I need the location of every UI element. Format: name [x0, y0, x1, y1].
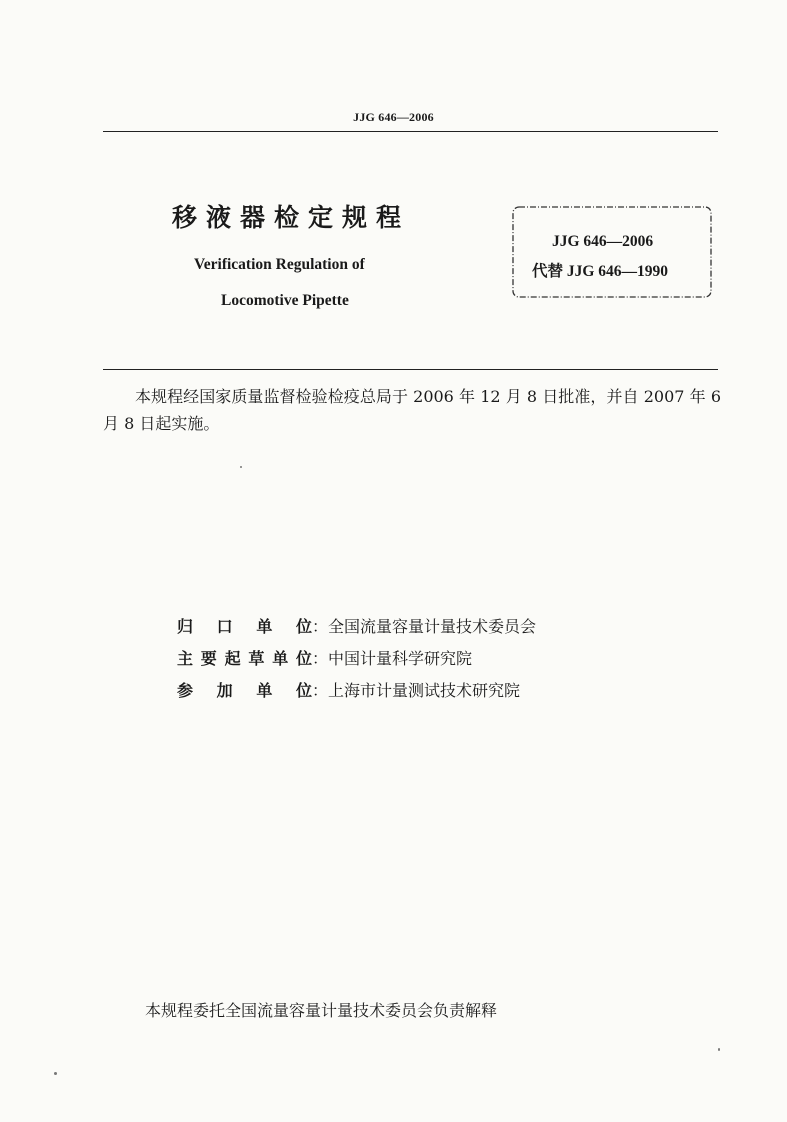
- label-char: 位: [295, 616, 312, 636]
- scan-speck: [718, 1048, 720, 1051]
- replaces-code: 代替 JJG 646—1990: [532, 263, 669, 280]
- label-char: 单: [256, 680, 273, 700]
- unit-row-drafting: [177, 641, 536, 673]
- scan-speck: [54, 1072, 57, 1075]
- unit-row-responsible: [177, 609, 536, 641]
- label-char: 位: [295, 680, 312, 700]
- document-title-chinese: 移液器检定规程: [172, 203, 411, 232]
- decorative-border: [510, 204, 714, 300]
- label-char: 加: [216, 680, 233, 700]
- standard-code: JJG 646—2006: [552, 233, 654, 250]
- label-char: 口: [216, 616, 233, 636]
- unit-label: [177, 614, 312, 637]
- header-document-code: JJG 646—2006: [353, 110, 434, 124]
- scan-speck: [240, 466, 242, 468]
- approval-statement: 本规程经国家质量监督检验检疫总局于 2006 年 12 月 8 日批准，并自 2007 年 6 月 8 日起实施。: [103, 387, 721, 433]
- document-title-english-line2: Locomotive Pipette: [221, 292, 349, 309]
- responsible-units: [177, 609, 536, 705]
- document-title-english-line1: Verification Regulation of: [194, 256, 365, 273]
- label-char: 单: [272, 648, 289, 668]
- interpretation-note: 本规程委托全国流量容量计量技术委员会负责解释: [145, 1001, 498, 1020]
- label-colon: ：: [312, 616, 329, 636]
- unit-value: 上海市计量测试技术研究院: [328, 680, 521, 700]
- label-char: 位: [295, 648, 312, 668]
- label-char: 要: [200, 648, 217, 668]
- label-char: 起: [224, 648, 241, 668]
- label-char: 参: [177, 680, 194, 700]
- unit-label: [177, 646, 312, 669]
- label-colon: ：: [312, 648, 329, 668]
- label-char: 主: [177, 648, 194, 668]
- header-divider: [103, 131, 718, 132]
- label-char: 草: [248, 648, 265, 668]
- label-char: 单: [256, 616, 273, 636]
- unit-row-participating: [177, 673, 536, 705]
- unit-value: 中国计量科学研究院: [328, 648, 473, 668]
- section-divider: [103, 369, 718, 370]
- unit-value: 全国流量容量计量技术委员会: [328, 616, 537, 636]
- label-char: 归: [177, 616, 194, 636]
- label-colon: ：: [312, 680, 329, 700]
- replacement-code-box: [510, 204, 714, 300]
- unit-label: [177, 678, 312, 701]
